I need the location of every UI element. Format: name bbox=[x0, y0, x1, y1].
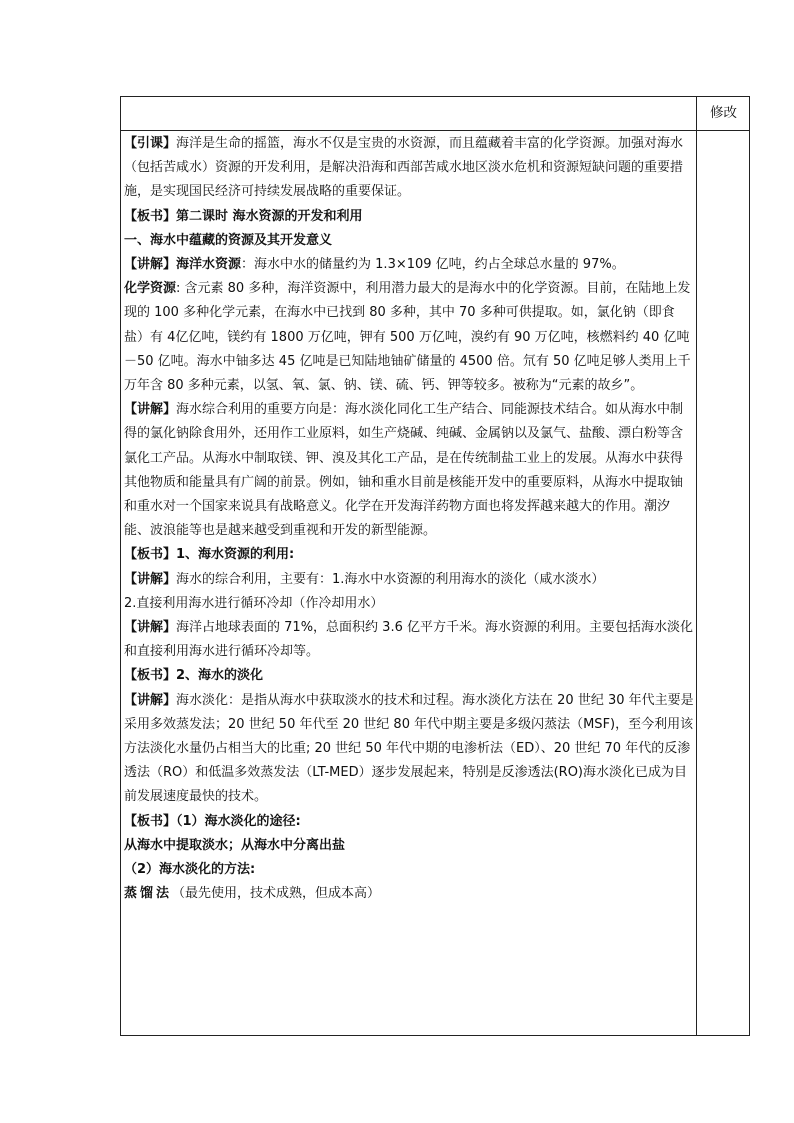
paragraph bbox=[124, 834, 694, 858]
lesson-table bbox=[120, 96, 750, 1036]
body-text: 海水淡化：是指从海水中获取淡水的技术和过程。海水淡化方法在 20 世纪 30 年代主要是采用多效蒸发法；20 世纪 50 年代至 20 世纪 80 年代中期主要是多级闪蒸法（MSF)，至今利用该方法淡化水量仍占相当大的比重; 20 世纪 50 年代中期的电渗析法（ED）、20 世纪 70 年代的反渗透法（RO）和低温多效蒸发法（LT-MED）逐步发展起来，特别是反渗透法(RO)海水淡化已成为目前发展速度最快的技术。 bbox=[124, 692, 694, 805]
body-text: （最先使用，技术成熟，但成本高） bbox=[172, 886, 381, 902]
heading-text: 1、海水资源的利用: bbox=[176, 547, 295, 563]
paragraph bbox=[124, 253, 694, 277]
paragraph bbox=[124, 616, 694, 664]
heading-text: 2、海水的淡化 bbox=[176, 668, 264, 684]
paragraph bbox=[124, 592, 694, 616]
paragraph bbox=[124, 277, 694, 398]
heading-text: 一、海水中蕴藏的资源及其开发意义 bbox=[124, 232, 333, 248]
section-tag: 【讲解】 bbox=[124, 620, 177, 636]
paragraph bbox=[124, 810, 694, 834]
paragraph bbox=[124, 664, 694, 688]
section-tag: 【讲解】 bbox=[124, 257, 177, 273]
paragraph bbox=[124, 205, 694, 229]
body-text: 海水综合利用的重要方向是：海水淡化同化工生产结合、同能源技术结合。如从海水中制得的氯化钠除食用外，还用作工业原料，如生产烧碱、纯碱、金属钠以及氯气、盐酸、漂白粉等含氯化工产品。从海水中制取镁、钾、溴及其化工产品，是在传统制盐工业上的发展。从海水中获得其他物质和能量具有广阔的前景。例如，铀和重水目前是核能开发中的重要原料，从海水中提取铀和重水对一个国家来说具有战略意义。化学在开发海洋药物方面也将发挥越来越大的作用。潮汐能、波浪能等也是越来越受到重视和开发的新型能源。 bbox=[124, 402, 684, 539]
header-row-divider bbox=[120, 130, 750, 131]
paragraph bbox=[124, 398, 694, 543]
bold-term: 蒸馏法 bbox=[124, 886, 173, 902]
paragraph bbox=[124, 543, 694, 567]
body-text: 海洋是生命的摇篮，海水不仅是宝贵的水资源，而且蕴藏着丰富的化学资源。加强对海水（包括苦咸水）资源的开发利用，是解决沿海和西部苦咸水地区淡水危机和资源短缺问题的重要措施，是实现国民经济可持续发展战略的重要保证。 bbox=[124, 136, 684, 200]
heading-text: （1）海水淡化的途径: bbox=[176, 813, 301, 829]
bold-term: 海洋水资源 bbox=[176, 257, 242, 273]
paragraph bbox=[124, 132, 694, 205]
bold-term: 化学资源 bbox=[124, 281, 177, 297]
section-tag: 【讲解】 bbox=[124, 402, 177, 418]
section-tag: 【板书】 bbox=[124, 208, 177, 224]
paragraph bbox=[124, 229, 694, 253]
edit-column-header: 修改 bbox=[710, 105, 737, 121]
paragraph bbox=[124, 858, 694, 882]
heading-text: 从海水中提取淡水；从海水中分离出盐 bbox=[124, 837, 346, 853]
section-tag: 【板书】 bbox=[124, 813, 177, 829]
column-divider bbox=[696, 96, 697, 1036]
heading-text: （2）海水淡化的方法: bbox=[124, 862, 256, 878]
section-tag: 【讲解】 bbox=[124, 692, 177, 708]
heading-text: 第二课时 海水资源的开发和利用 bbox=[176, 208, 363, 224]
section-tag: 【讲解】 bbox=[124, 571, 177, 587]
section-tag: 【板书】 bbox=[124, 668, 177, 684]
section-tag: 【板书】 bbox=[124, 547, 177, 563]
paragraph bbox=[124, 689, 694, 810]
paragraph bbox=[124, 568, 694, 592]
section-tag: 【引课】 bbox=[124, 136, 177, 151]
lesson-content bbox=[124, 132, 694, 907]
body-text: 海洋占地球表面的 71%，总面积约 3.6 亿平方千米。海水资源的利用。主要包括海水淡化和直接利用海水进行循环冷却等。 bbox=[124, 620, 693, 660]
paragraph bbox=[124, 882, 694, 906]
body-text: ：海水中水的储量约为 1.3×109 亿吨，约占全球总水量的 97%。 bbox=[241, 257, 625, 273]
body-text: 2.直接利用海水进行循环冷却（作冷却用水） bbox=[124, 595, 384, 611]
body-text: : 含元素 80 多种，海洋资源中，利用潜力最大的是海水中的化学资源。目前，在陆地上发现的 100 多种化学元素，在海水中已找到 80 多种，其中 70 多种可供提取。如，氯化钠（即食盐）有 4亿亿吨，镁约有 1800 万亿吨，钾有 500 万亿吨，溴约有 90 万亿吨，核燃料约 40 亿吨－50 亿吨。海水中铀多达 45 亿吨是已知陆地铀矿储量的 4500 倍。氘有 50 亿吨足够人类用上千万年含 80 多种元素，以氢、氧、氯、钠、镁、硫、钙、钾等较多。被称为“元素的故乡”。 bbox=[124, 281, 691, 394]
body-text: 海水的综合利用，主要有：1.海水中水资源的利用海水的淡化（咸水淡水） bbox=[176, 571, 605, 587]
